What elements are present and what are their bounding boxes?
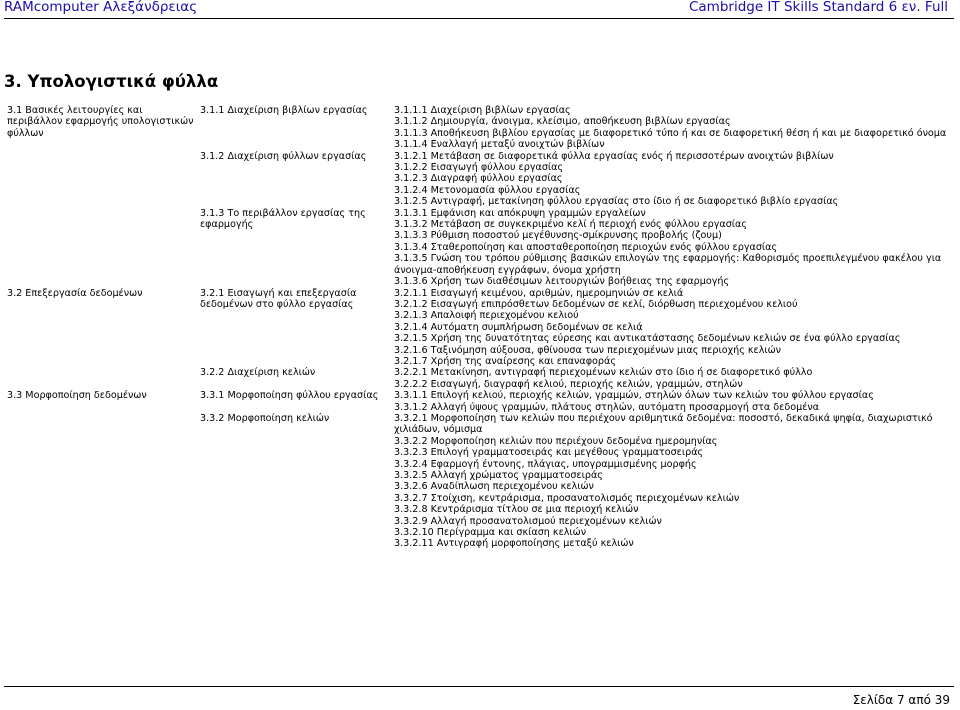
- list-item: 3.3.2.7 Στοίχιση, κεντράρισμα, προσανατολισμός περιεχομένων κελιών: [394, 492, 740, 504]
- table-row: [4, 413, 952, 550]
- group-label: 3.3.2 Μορφοποίηση κελιών: [200, 412, 330, 424]
- group-label: 3.1.1 Διαχείριση βιβλίων εργασίας: [200, 105, 368, 116]
- group-cell: [197, 151, 391, 208]
- group-label: 3.1.2 Διαχείριση φύλλων εργασίας: [200, 150, 367, 162]
- table-row: [4, 105, 952, 151]
- group-cell: [197, 367, 391, 390]
- footer-divider: [4, 686, 954, 687]
- items-cell: [391, 367, 952, 390]
- list-item: 3.1.1.1 Διαχείριση βιβλίων εργασίας: [394, 105, 571, 116]
- category-label: 3.2 Επεξεργασία δεδομένων: [7, 287, 143, 299]
- group-cell: [197, 390, 391, 413]
- list-item: 3.2.1.2 Εισαγωγή επιπρόσθετων δεδομένων σε κελί, διόρθωση περιεχομένου κελιού: [394, 298, 798, 310]
- list-item: 3.2.1.3 Απαλοιφή περιεχομένου κελιού: [394, 310, 579, 322]
- category-cell: [4, 390, 197, 413]
- list-item: 3.3.1.1 Επιλογή κελιού, περιοχής κελιών, γραμμών, στηλών όλων των κελιών του φύλλου εργασίας: [394, 390, 874, 402]
- category-cell: [4, 151, 197, 208]
- category-label: 3.1 Βασικές λειτουργίες και περιβάλλον εφαρμογής υπολογιστικών φύλλων: [7, 105, 194, 139]
- list-item: 3.1.3.5 Γνώση του τρόπου ρύθμισης βασικών επιλογών της εφαρμογής: Καθορισμός προεπιλεγμένου φακέλου για άνοιγμα-αποθήκευση εγγράφων, όνομα χρήστη: [394, 253, 942, 276]
- list-item: 3.2.1.7 Χρήση της αναίρεσης και επαναφοράς: [394, 355, 616, 367]
- list-item: 3.3.1.2 Αλλαγή ύψους γραμμών, πλάτους στηλών, αυτόματη προσαρμογή στα δεδομένα: [394, 401, 820, 413]
- group-label: 3.2.2 Διαχείριση κελιών: [200, 367, 316, 379]
- list-item: 3.1.1.4 Εναλλαγή μεταξύ ανοιχτών βιβλίων: [394, 139, 605, 151]
- list-item: 3.1.2.2 Εισαγωγή φύλλου εργασίας: [394, 162, 564, 174]
- list-item: 3.3.2.1 Μορφοποίηση των κελιών που περιέχουν αριθμητικά δεδομένα: ποσοστό, δεκαδικά ψηφία, διαχωριστικό χιλιάδων, νόμισμα: [394, 412, 933, 436]
- group-cell: [197, 288, 391, 368]
- list-item: 3.1.1.2 Δημιουργία, άνοιγμα, κλείσιμο, αποθήκευση βιβλίων εργασίας: [394, 116, 731, 128]
- list-item: 3.3.2.2 Μορφοποίηση κελιών που περιέχουν δεδομένα ημερομηνίας: [394, 435, 718, 447]
- items-cell: [391, 390, 952, 413]
- items-cell: [391, 288, 952, 368]
- group-cell: [197, 105, 391, 151]
- list-item: 3.3.2.11 Αντιγραφή μορφοποίησης μεταξύ κελιών: [394, 538, 634, 550]
- group-cell: [197, 208, 391, 288]
- list-item: 3.3.2.10 Περίγραμμα και σκίαση κελιών: [394, 527, 587, 539]
- table-row: [4, 151, 952, 208]
- list-item: 3.3.2.9 Αλλαγή προσανατολισμού περιεχομένων κελιών: [394, 515, 662, 527]
- header-right-text: Cambridge IT Skills Standard 6 εν. Full: [688, 0, 948, 15]
- list-item: 3.1.3.6 Χρήση των διαθέσιμων λειτουργιών βοήθειας της εφαρμογής: [394, 276, 730, 288]
- list-item: 3.1.3.1 Εμφάνιση και απόκρυψη γραμμών εργαλείων: [394, 207, 646, 219]
- items-cell: [391, 208, 952, 288]
- list-item: 3.2.2.2 Εισαγωγή, διαγραφή κελιού, περιοχής κελιών, γραμμών, στηλών: [394, 378, 743, 390]
- list-item: 3.3.2.5 Αλλαγή χρώματος γραμματοσειράς: [394, 470, 603, 481]
- syllabus-table: [4, 105, 952, 550]
- header-divider: [4, 18, 954, 19]
- list-item: 3.3.2.8 Κεντράρισμα τίτλου σε μια περιοχή κελιών: [394, 504, 639, 516]
- category-cell: [4, 288, 197, 368]
- table-row: [4, 208, 952, 288]
- list-item: 3.1.1.3 Αποθήκευση βιβλίου εργασίας με διαφορετικό τύπο ή και σε διαφορετική θέση ή και με διαφορετικό όνομα: [394, 127, 947, 139]
- list-item: 3.1.2.5 Αντιγραφή, μετακίνηση φύλλου εργασίας στο ίδιο ή σε διαφορετικό βιβλίο εργασίας: [394, 196, 839, 208]
- list-item: 3.2.2.1 Μετακίνηση, αντιγραφή περιεχομένων κελιών στο ίδιο ή σε διαφορετικό φύλλο: [394, 367, 813, 379]
- group-label: 3.1.3 Το περιβάλλον εργασίας της εφαρμογής: [200, 207, 366, 231]
- list-item: 3.1.3.4 Σταθεροποίηση και αποσταθεροποίηση περιοχών ενός φύλλου εργασίας: [394, 241, 778, 253]
- group-cell: [197, 413, 391, 550]
- list-item: 3.1.2.3 Διαγραφή φύλλου εργασίας: [394, 173, 563, 185]
- list-item: 3.1.2.1 Μετάβαση σε διαφορετικά φύλλα εργασίας ενός ή περισσοτέρων ανοιχτών βιβλίων: [394, 150, 834, 162]
- page-number: Σελίδα 7 από 39: [852, 693, 950, 707]
- list-item: 3.3.2.4 Εφαρμογή έντονης, πλάγιας, υπογραμμισμένης μορφής: [394, 458, 697, 470]
- items-cell: [391, 151, 952, 208]
- items-cell: [391, 105, 952, 151]
- list-item: 3.1.3.3 Ρύθμιση ποσοστού μεγέθυνσης-σμίκρυνσης προβολής (ζουμ): [394, 230, 722, 242]
- category-cell: [4, 208, 197, 288]
- list-item: 3.1.2.4 Μετονομασία φύλλου εργασίας: [394, 184, 581, 196]
- table-row: [4, 390, 952, 413]
- table-row: [4, 367, 952, 390]
- list-item: 3.3.2.6 Αναδίπλωση περιεχομένου κελιών: [394, 481, 594, 493]
- page-title: 3. Υπολογιστικά φύλλα: [4, 72, 219, 91]
- items-cell: [391, 413, 952, 550]
- header-left-text: RAMcomputer Αλεξάνδρειας: [4, 0, 198, 15]
- category-label: 3.3 Μορφοποίηση δεδομένων: [7, 390, 147, 402]
- list-item: 3.1.3.2 Μετάβαση σε συγκεκριμένο κελί ή περιοχή ενός φύλλου εργασίας: [394, 219, 747, 231]
- group-label: 3.3.1 Μορφοποίηση φύλλου εργασίας: [200, 390, 379, 402]
- list-item: 3.2.1.6 Ταξινόμηση αύξουσα, φθίνουσα των περιεχομένων μιας περιοχής κελιών: [394, 344, 782, 356]
- list-item: 3.3.2.3 Επιλογή γραμματοσειράς και μεγέθους γραμματοσειράς: [394, 447, 704, 459]
- group-label: 3.2.1 Εισαγωγή και επεξεργασία δεδομένων στο φύλλο εργασίας: [200, 287, 357, 310]
- table-row: [4, 288, 952, 368]
- page-header: [0, 0, 960, 18]
- category-cell: [4, 413, 197, 550]
- list-item: 3.2.1.5 Χρήση της δυνατότητας εύρεσης και αντικατάστασης δεδομένων κελιών σε ένα φύλλο εργασίας: [394, 333, 901, 345]
- category-cell: [4, 105, 197, 151]
- list-item: 3.2.1.1 Εισαγωγή κειμένου, αριθμών, ημερομηνιών σε κελιά: [394, 287, 684, 299]
- list-item: 3.2.1.4 Αυτόματη συμπλήρωση δεδομένων σε κελιά: [394, 321, 643, 333]
- category-cell: [4, 367, 197, 390]
